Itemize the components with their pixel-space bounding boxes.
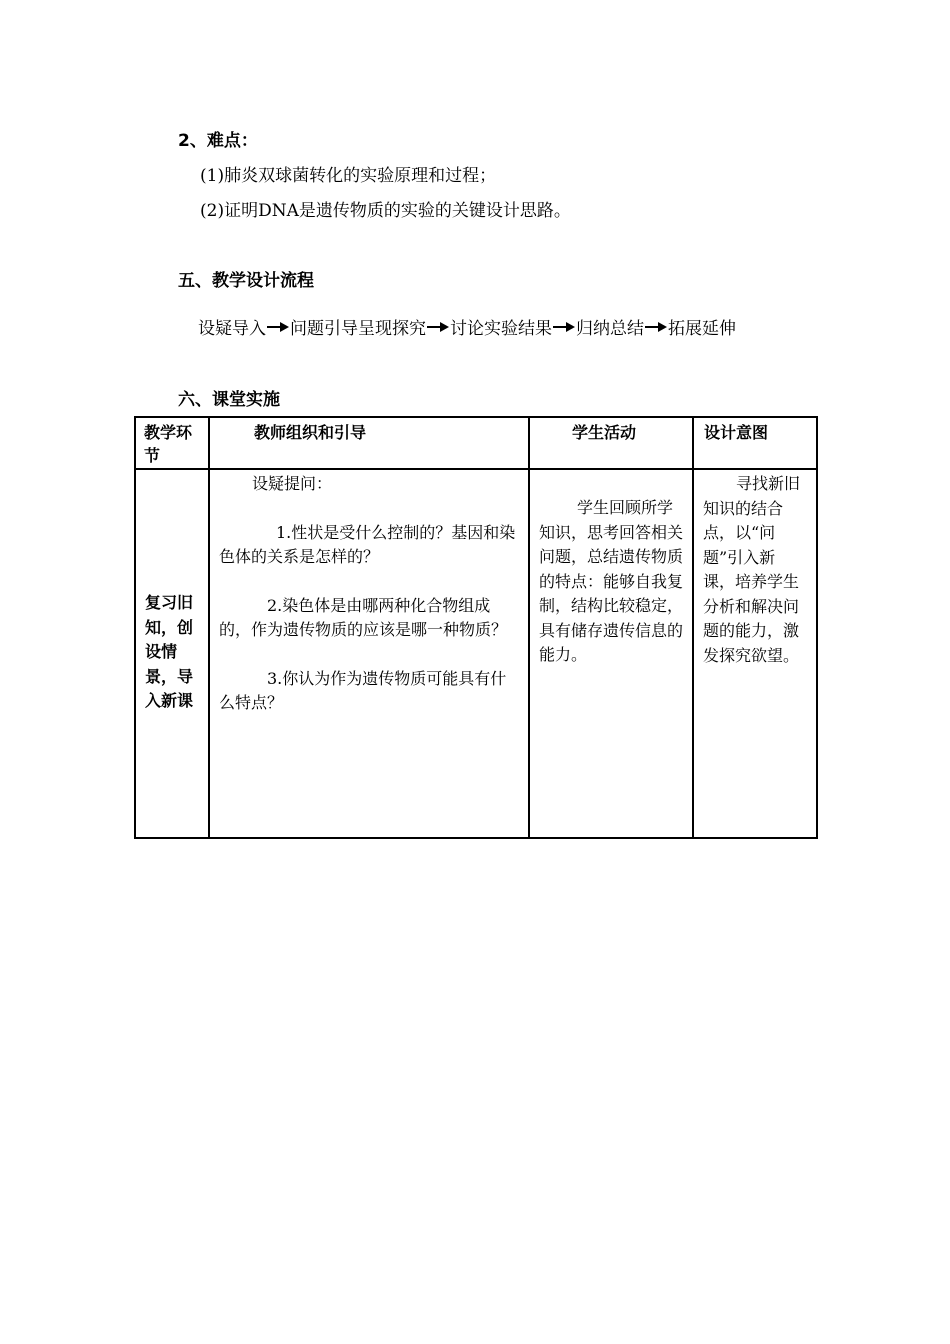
flow-step-5: 拓展延伸 [668, 319, 736, 339]
arrow-right-icon [645, 322, 667, 332]
stage-cell [135, 469, 209, 838]
header-teacher: 教师组织和引导 [254, 423, 367, 442]
arrow-right-icon [427, 322, 449, 332]
flow-step-1: 设疑导入 [198, 319, 266, 339]
design-intent: 寻找新旧知识的结合点，以“问题”引入新课，培养学生分析和解决问题的能力，激发探究欲望。 [703, 474, 801, 665]
lesson-plan-table [134, 416, 818, 839]
intent-cell [693, 469, 817, 838]
header-teacher-cell [209, 417, 529, 469]
table-row [135, 469, 817, 838]
arrow-right-icon [267, 322, 289, 332]
table-header-row [135, 417, 817, 469]
flow-step-2: 问题引导呈现探究 [290, 319, 426, 339]
difficulty-item-2: (2)证明DNA是遗传物质的实验的关键设计思路。 [200, 201, 571, 221]
header-student: 学生活动 [572, 423, 637, 442]
header-stage-cell [135, 417, 209, 469]
student-activity: 学生回顾所学知识，思考回答相关问题，总结遗传物质的特点：能够自我复制，结构比较稳定，具有储存遗传信息的能力。 [539, 498, 684, 664]
flow-step-4: 归纳总结 [576, 319, 644, 339]
flow-heading: 五、教学设计流程 [178, 271, 314, 291]
header-student-cell [529, 417, 693, 469]
header-stage: 教学环节 [144, 423, 193, 465]
stage-label: 复习旧知，创设情景，导入新课 [145, 593, 194, 711]
flow-line [198, 314, 736, 339]
teacher-cell [209, 469, 529, 838]
teacher-intro: 设疑提问： [252, 474, 333, 493]
implementation-heading: 六、课堂实施 [178, 390, 280, 410]
header-intent: 设计意图 [704, 423, 769, 442]
arrow-right-icon [553, 322, 575, 332]
difficulty-item-1: (1)肺炎双球菌转化的实验原理和过程； [200, 166, 497, 186]
teacher-question-2: 2.染色体是由哪两种化合物组成的，作为遗传物质的应该是哪一种物质？ [219, 595, 508, 639]
teacher-question-3: 3.你认为作为遗传物质可能具有什么特点？ [219, 668, 507, 712]
header-intent-cell [693, 417, 817, 469]
difficulty-heading: 2、难点： [178, 131, 258, 151]
teacher-question-1: 1.性状是受什么控制的？基因和染色体的关系是怎样的？ [219, 522, 516, 566]
student-cell [529, 469, 693, 838]
flow-step-3: 讨论实验结果 [450, 319, 552, 339]
